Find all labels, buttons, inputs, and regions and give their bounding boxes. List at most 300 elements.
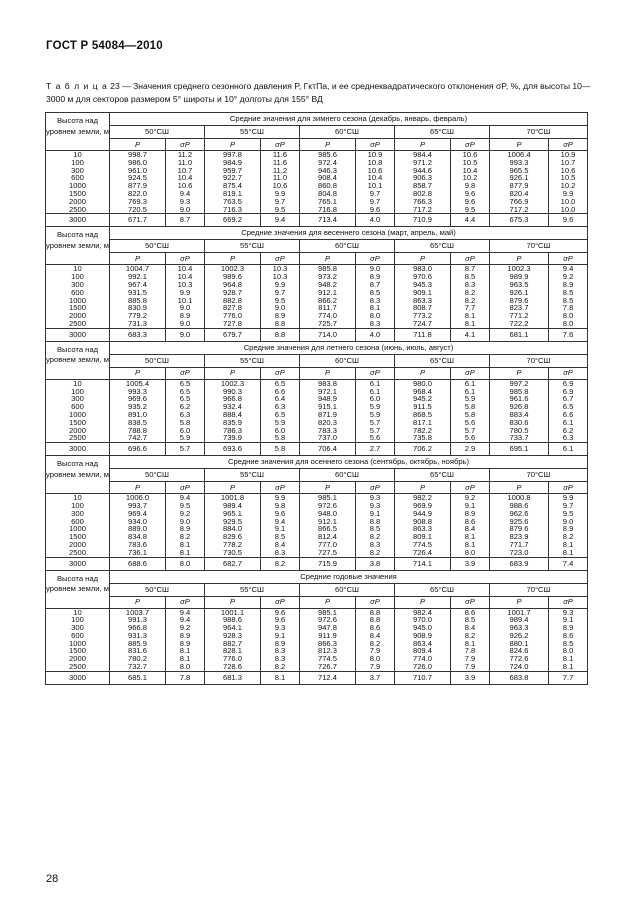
pressure-value: 822.0	[127, 188, 147, 198]
sigma-value: 6.5	[179, 394, 191, 404]
sigma-subheader: σP	[451, 253, 490, 265]
data-row-3000	[46, 214, 588, 227]
section-title: Средние значения для летнего сезона (июнь, июль, август)	[110, 341, 588, 354]
column-subheader-row	[46, 139, 588, 151]
sigma-value: 9.0	[369, 264, 381, 274]
pressure-value: 912.1	[317, 516, 337, 526]
latitude-header: 60°СШ	[300, 354, 395, 367]
sigma-value: 9.6	[464, 188, 476, 198]
sigma-value: 8.2	[562, 532, 574, 542]
sigma-value: 5.7	[369, 425, 381, 435]
sigma-subheader: σP	[356, 596, 395, 608]
pressure-value: 863.4	[412, 638, 432, 648]
sigma-value: 9.3	[369, 500, 381, 510]
pressure-value: 968.4	[412, 386, 432, 396]
pressure-values	[300, 379, 356, 442]
pressure-values	[205, 151, 261, 214]
sigma-value: 8.5	[369, 524, 381, 534]
sigma-subheader: σP	[356, 482, 395, 494]
sigma-value: 9.0	[179, 204, 191, 214]
sigma-value: 9.6	[274, 607, 286, 617]
pressure-value: 885.8	[127, 295, 147, 305]
height-value: 300	[71, 623, 84, 633]
section-title-row	[46, 341, 588, 354]
sigma-value: 8.5	[369, 287, 381, 297]
pressure-values	[490, 379, 549, 442]
sigma-value: 9.9	[274, 279, 286, 289]
height-value: 2000	[69, 425, 86, 435]
height-value: 300	[71, 508, 84, 518]
latitude-header: 55°СШ	[205, 240, 300, 253]
pressure-subheader: P	[300, 253, 356, 265]
pressure-value: 993.3	[509, 157, 529, 167]
pressure-value: 710.7	[395, 671, 451, 684]
pressure-value: 771.7	[509, 539, 529, 549]
pressure-subheader: P	[490, 253, 549, 265]
latitude-header: 55°СШ	[205, 469, 300, 482]
sigma-value: 10.5	[462, 157, 478, 167]
height-value: 100	[71, 615, 84, 625]
pressure-value: 982.4	[412, 607, 432, 617]
sigma-value: 7.9	[464, 654, 476, 664]
height-value: 3000	[46, 671, 110, 684]
pressure-values	[205, 494, 261, 557]
section-title: Средние значения для весеннего сезона (март, апрель, май)	[110, 227, 588, 240]
sigma-value: 5.9	[179, 433, 191, 443]
pressure-subheader: P	[205, 482, 261, 494]
pressure-value: 964.1	[222, 623, 242, 633]
sigma-value: 6.0	[179, 425, 191, 435]
height-value: 1500	[69, 417, 86, 427]
pressure-subheader: P	[110, 482, 166, 494]
sigma-value: 10.6	[560, 165, 576, 175]
sigma-value: 11.0	[177, 157, 193, 167]
latitude-header-row	[46, 469, 588, 482]
sigma-value: 8.6	[464, 516, 476, 526]
sigma-value: 5.9	[274, 417, 286, 427]
sigma-value: 8.2	[369, 547, 381, 557]
pressure-value: 944.6	[412, 165, 432, 175]
pressure-values	[395, 379, 451, 442]
sigma-values	[261, 265, 300, 328]
height-value: 100	[71, 157, 84, 167]
sigma-value: 4.1	[451, 328, 490, 341]
height-value: 2000	[69, 539, 86, 549]
section-title-row	[46, 227, 588, 240]
sigma-values	[549, 379, 588, 442]
pressure-value: 908.8	[412, 516, 432, 526]
pressure-value: 773.2	[412, 311, 432, 321]
pressure-value: 880.1	[509, 638, 529, 648]
sigma-value: 8.0	[464, 547, 476, 557]
section-title: Средние значения для зимнего сезона (декабрь, январь, февраль)	[110, 113, 588, 126]
pressure-value: 915.1	[317, 402, 337, 412]
latitude-header: 65°СШ	[395, 240, 490, 253]
pressure-value: 811.7	[318, 303, 337, 313]
sigma-value: 8.9	[179, 630, 191, 640]
height-value: 10	[73, 264, 82, 274]
pressure-value: 989.9	[509, 272, 529, 282]
data-row-3000	[46, 328, 588, 341]
pressure-value: 829.6	[222, 532, 242, 542]
sigma-values	[261, 608, 300, 671]
sigma-value: 9.7	[369, 188, 381, 198]
table-caption	[46, 80, 591, 106]
pressure-value: 888.4	[222, 409, 242, 419]
pressure-value: 971.2	[412, 157, 432, 167]
latitude-header: 65°СШ	[395, 354, 490, 367]
sigma-value: 7.7	[549, 671, 588, 684]
pressure-value: 911.9	[318, 630, 337, 640]
sigma-value: 9.0	[562, 516, 574, 526]
pressure-value: 812.3	[317, 646, 337, 656]
pressure-value: 731.3	[127, 318, 147, 328]
pressure-value: 774.0	[412, 654, 432, 664]
sigma-value: 6.9	[562, 386, 574, 396]
pressure-value: 717.2	[509, 204, 529, 214]
sigma-value: 10.6	[367, 165, 383, 175]
pressure-value: 863.3	[412, 524, 432, 534]
pressure-value: 947.8	[317, 623, 337, 633]
pressure-value: 714.0	[300, 328, 356, 341]
pressure-value: 817.1	[412, 417, 432, 427]
sigma-subheader: σP	[166, 596, 205, 608]
sigma-value: 9.9	[179, 287, 191, 297]
sigma-subheader: σP	[261, 596, 300, 608]
sigma-value: 6.5	[274, 378, 286, 388]
sigma-value: 8.1	[464, 311, 476, 321]
height-value: 10	[73, 493, 82, 503]
pressure-value: 669.2	[205, 214, 261, 227]
sigma-value: 6.0	[274, 425, 286, 435]
height-column-header: Высота над уровнем земли, м	[46, 227, 110, 265]
sigma-values	[356, 494, 395, 557]
height-value: 1500	[69, 188, 86, 198]
pressure-values	[395, 151, 451, 214]
pressure-value: 969.4	[127, 508, 147, 518]
sigma-value: 8.1	[179, 539, 191, 549]
pressure-value: 963.3	[509, 623, 529, 633]
height-column-header: Высота над уровнем земли, м	[46, 113, 110, 151]
pressure-value: 990.3	[222, 386, 242, 396]
sigma-value: 8.8	[369, 607, 381, 617]
pressure-value: 982.2	[412, 493, 432, 503]
pressure-value: 934.0	[127, 516, 147, 526]
sigma-value: 10.6	[177, 181, 193, 191]
pressure-value: 946.3	[317, 165, 337, 175]
latitude-header: 70°СШ	[490, 354, 588, 367]
latitude-header-row	[46, 583, 588, 596]
pressure-value: 985.6	[317, 150, 337, 159]
pressure-value: 931.5	[127, 287, 147, 297]
pressure-value: 1005.4	[125, 378, 150, 388]
pressure-subheader: P	[300, 139, 356, 151]
pressure-values	[205, 265, 261, 328]
sigma-value: 10.8	[367, 157, 383, 167]
pressure-value: 675.3	[490, 214, 549, 227]
pressure-value: 1001.8	[220, 493, 245, 503]
sigma-value: 9.4	[261, 214, 300, 227]
height-value: 2500	[69, 662, 86, 672]
sigma-value: 8.9	[179, 524, 191, 534]
pressure-value: 991.3	[127, 615, 147, 625]
pressure-subheader: P	[110, 253, 166, 265]
sigma-value: 4.0	[356, 214, 395, 227]
pressure-value: 779.2	[127, 311, 147, 321]
sigma-value: 9.1	[562, 615, 574, 625]
pressure-value: 926.1	[509, 173, 529, 183]
pressure-value: 774.5	[412, 539, 432, 549]
section-title-row	[46, 456, 588, 469]
sigma-value: 8.4	[274, 539, 286, 549]
pressure-value: 808.7	[412, 303, 432, 313]
sigma-value: 8.3	[369, 318, 381, 328]
sigma-value: 8.1	[464, 532, 476, 542]
height-value: 1500	[69, 303, 86, 313]
sigma-value: 9.3	[562, 607, 574, 617]
sigma-value: 9.1	[369, 508, 381, 518]
column-subheader-row	[46, 596, 588, 608]
column-subheader-row	[46, 253, 588, 265]
sigma-value: 9.2	[179, 508, 191, 518]
pressure-value: 871.9	[317, 409, 337, 419]
data-block-row	[46, 608, 588, 671]
sigma-values	[356, 608, 395, 671]
pressure-value: 993.7	[127, 500, 147, 510]
sigma-subheader: σP	[451, 367, 490, 379]
pressure-value: 966.8	[127, 623, 147, 633]
pressure-value: 766.3	[412, 196, 432, 206]
pressure-value: 1000.8	[507, 493, 531, 503]
pressure-value: 860.8	[317, 181, 337, 191]
pressure-value: 969.9	[412, 500, 432, 510]
sigma-value: 7.8	[562, 303, 574, 313]
sigma-value: 8.4	[464, 623, 476, 633]
pressure-value: 929.5	[222, 516, 242, 526]
pressure-value: 804.8	[317, 188, 337, 198]
sigma-values	[166, 151, 205, 214]
sigma-value: 9.4	[274, 516, 286, 526]
height-value: 600	[71, 630, 84, 640]
pressure-value: 922.7	[222, 173, 242, 183]
sigma-value: 8.8	[274, 318, 286, 328]
sigma-value: 8.1	[562, 539, 574, 549]
pressure-value: 928.3	[222, 630, 242, 640]
sigma-value: 9.6	[549, 214, 588, 227]
sigma-values	[166, 379, 205, 442]
sigma-value: 11.2	[177, 150, 193, 159]
pressure-value: 834.8	[127, 532, 147, 542]
pressure-value: 997.8	[222, 150, 242, 159]
sigma-value: 10.4	[177, 272, 193, 282]
height-value: 100	[71, 272, 84, 282]
pressure-value: 965.1	[222, 508, 242, 518]
sigma-value: 8.5	[562, 295, 574, 305]
sigma-value: 8.6	[562, 630, 574, 640]
sigma-value: 8.8	[261, 328, 300, 341]
sigma-value: 6.1	[549, 443, 588, 456]
pressure-value: 993.3	[127, 386, 147, 396]
sigma-values	[549, 608, 588, 671]
data-block-row	[46, 265, 588, 328]
pressure-values	[110, 494, 166, 557]
sigma-value: 3.8	[356, 557, 395, 570]
sigma-value: 9.7	[274, 196, 286, 206]
sigma-value: 8.3	[274, 547, 286, 557]
pressure-value: 966.8	[222, 394, 242, 404]
sigma-values	[451, 379, 490, 442]
sigma-value: 9.6	[464, 196, 476, 206]
pressure-value: 875.4	[222, 181, 242, 191]
pressure-value: 783.3	[317, 425, 337, 435]
latitude-header: 50°СШ	[110, 240, 205, 253]
pressure-value: 828.1	[222, 646, 242, 656]
pressure-value: 926.8	[509, 402, 529, 412]
sigma-value: 6.1	[562, 417, 574, 427]
sigma-value: 10.2	[462, 173, 478, 183]
latitude-header: 60°СШ	[300, 469, 395, 482]
data-row-3000	[46, 557, 588, 570]
sigma-value: 3.7	[356, 671, 395, 684]
latitude-header: 50°СШ	[110, 469, 205, 482]
sigma-value: 9.6	[369, 204, 381, 214]
sigma-value: 10.5	[560, 173, 576, 183]
sigma-value: 10.1	[367, 181, 383, 191]
section-title: Средние годовые значения	[110, 570, 588, 583]
sigma-value: 8.4	[464, 524, 476, 534]
sigma-value: 10.3	[272, 264, 288, 274]
pressure-subheader: P	[490, 139, 549, 151]
sigma-value: 8.2	[464, 295, 476, 305]
sigma-value: 8.2	[369, 638, 381, 648]
latitude-header: 70°СШ	[490, 240, 588, 253]
pressure-value: 948.9	[317, 394, 337, 404]
height-value: 2000	[69, 654, 86, 664]
sigma-values	[261, 151, 300, 214]
sigma-value: 8.3	[369, 539, 381, 549]
sigma-value: 8.3	[274, 646, 286, 656]
pressure-value: 963.5	[509, 279, 529, 289]
sigma-value: 3.9	[451, 557, 490, 570]
pressure-values	[300, 265, 356, 328]
pressure-value: 992.1	[127, 272, 147, 282]
sigma-value: 7.9	[369, 662, 381, 672]
pressure-value: 889.0	[127, 524, 147, 534]
sigma-value: 10.9	[560, 150, 576, 159]
sigma-value: 9.4	[179, 493, 191, 503]
height-value: 2000	[69, 311, 86, 321]
pressure-subheader: P	[395, 253, 451, 265]
sigma-value: 7.4	[549, 557, 588, 570]
sigma-value: 8.0	[166, 557, 205, 570]
pressure-values	[300, 151, 356, 214]
pressure-value: 716.8	[317, 204, 337, 214]
sigma-value: 8.7	[464, 264, 476, 274]
pressure-value: 737.0	[317, 433, 337, 443]
height-value: 3000	[46, 443, 110, 456]
height-value: 1000	[69, 181, 86, 191]
pressure-value: 912.1	[317, 287, 337, 297]
pressure-value: 883.4	[509, 409, 529, 419]
height-value: 1000	[69, 295, 86, 305]
sigma-value: 9.9	[274, 493, 286, 503]
sigma-value: 10.2	[560, 181, 576, 191]
pressure-value: 736.1	[127, 547, 147, 557]
sigma-value: 8.0	[562, 646, 574, 656]
sigma-value: 10.3	[177, 279, 193, 289]
sigma-value: 9.9	[562, 493, 574, 503]
sigma-value: 8.0	[369, 311, 381, 321]
pressure-value: 908.4	[317, 173, 337, 183]
pressure-values	[110, 151, 166, 214]
pressure-value: 835.9	[222, 417, 242, 427]
sigma-value: 10.6	[272, 181, 288, 191]
sigma-value: 8.8	[369, 516, 381, 526]
sigma-value: 10.6	[462, 150, 478, 159]
pressure-value: 985.8	[317, 264, 337, 274]
sigma-value: 2.7	[356, 443, 395, 456]
pressure-values	[205, 379, 261, 442]
height-value: 600	[71, 402, 84, 412]
sigma-value: 9.7	[562, 500, 574, 510]
sigma-value: 6.3	[179, 409, 191, 419]
height-value: 1000	[69, 409, 86, 419]
sigma-values	[261, 379, 300, 442]
sigma-value: 5.6	[464, 433, 476, 443]
sigma-value: 6.4	[274, 394, 286, 404]
sigma-subheader: σP	[356, 139, 395, 151]
latitude-header: 65°СШ	[395, 469, 490, 482]
sigma-value: 10.7	[560, 157, 576, 167]
pressure-value: 730.5	[222, 547, 242, 557]
pressure-value: 868.5	[412, 409, 432, 419]
pressure-values	[110, 265, 166, 328]
pressure-value: 824.6	[509, 646, 529, 656]
pressure-value: 983.8	[317, 378, 337, 388]
pressure-value: 891.0	[127, 409, 147, 419]
sigma-value: 8.9	[562, 623, 574, 633]
data-block-row	[46, 151, 588, 214]
latitude-header: 50°СШ	[110, 354, 205, 367]
height-value: 300	[71, 279, 84, 289]
pressure-values	[490, 494, 549, 557]
pressure-value: 688.6	[110, 557, 166, 570]
height-value: 1000	[69, 638, 86, 648]
sigma-value: 8.1	[179, 646, 191, 656]
sigma-value: 9.0	[274, 303, 286, 313]
latitude-header-row	[46, 354, 588, 367]
height-value: 100	[71, 386, 84, 396]
sigma-value: 6.1	[369, 386, 381, 396]
sigma-value: 5.7	[464, 425, 476, 435]
sigma-value: 9.0	[179, 303, 191, 313]
height-value: 600	[71, 287, 84, 297]
height-value: 2500	[69, 318, 86, 328]
pressure-value: 909.1	[412, 287, 432, 297]
sigma-value: 5.6	[464, 417, 476, 427]
latitude-header: 70°СШ	[490, 469, 588, 482]
pressure-value: 742.7	[127, 433, 147, 443]
height-column-header: Высота над уровнем земли, м	[46, 570, 110, 608]
pressure-values	[110, 608, 166, 671]
pressure-value: 732.7	[127, 662, 147, 672]
sigma-value: 8.9	[464, 508, 476, 518]
sigma-value: 8.9	[274, 311, 286, 321]
pressure-values	[300, 494, 356, 557]
sigma-value: 5.9	[369, 409, 381, 419]
latitude-header: 60°СШ	[300, 583, 395, 596]
pressure-value: 838.5	[127, 417, 147, 427]
